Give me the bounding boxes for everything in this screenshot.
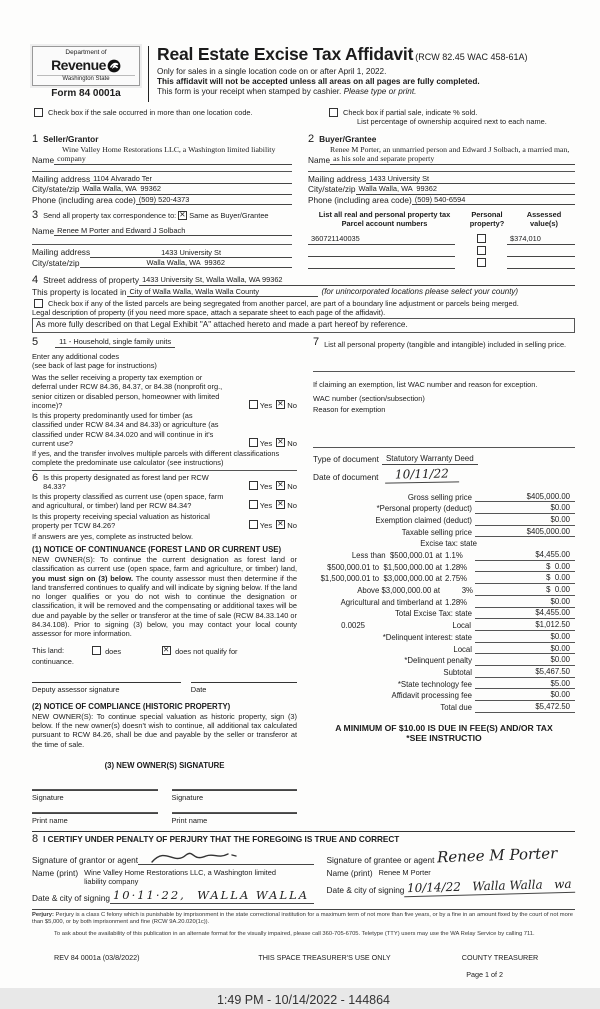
minimum-due-line2: *SEE INSTRUCTIO [406, 733, 482, 744]
q1-yes-label: Yes [259, 400, 273, 410]
parcel-number-field-2[interactable] [308, 248, 455, 257]
tax-label-15: Subtotal [443, 667, 472, 677]
q1-yes-checkbox[interactable] [249, 400, 258, 409]
form-header [32, 46, 575, 102]
type-of-document-field[interactable]: Statutory Warranty Deed [382, 454, 478, 465]
tax-amount-0[interactable]: $405,000.00 [475, 492, 575, 503]
grantor-name-print-label: Name (print) [32, 868, 79, 879]
partial-sale-sublabel: List percentage of ownership acquired next to each name. [357, 117, 547, 127]
q2-no-checkbox[interactable] [276, 438, 285, 447]
tax-label-11: 0.0025 [341, 621, 365, 631]
assessed-value-header2: value(s) [530, 219, 558, 229]
notice-continuance-body [32, 555, 297, 638]
tax-label-5: Less than $500,000.01 at [351, 551, 442, 561]
grantee-date-city-label: Date & city of signing [326, 885, 405, 896]
deputy-assessor-label: Deputy assessor signature [32, 684, 120, 694]
parcel-number-field[interactable]: 360721140035 [308, 234, 455, 244]
rev-number: REV 84 0001a (03/8/2022) [54, 953, 140, 963]
grantor-signature[interactable] [148, 848, 258, 866]
minimum-due-line1: A MINIMUM OF $10.00 IS DUE IN FEE(S) AND/OR TAX [335, 722, 553, 733]
seller-mailing-field[interactable]: 1104 Alvarado Ter [90, 174, 292, 184]
street-address-label: Street address of property [43, 275, 140, 286]
predominate-use-note2: complete the predominate use calculator (see instructions) [32, 458, 224, 468]
land-does-not-label: does not qualify for [175, 647, 238, 657]
treasurer-use-label: THIS SPACE TREASURER'S USE ONLY [258, 953, 391, 963]
q6a-yes-label: Yes [259, 481, 273, 491]
section-property-address [32, 275, 575, 333]
tax-label-17: Affidavit processing fee [391, 691, 472, 701]
tax-label-4: Excise tax: state [420, 539, 477, 549]
perjury-note [32, 912, 575, 928]
tax-label-18: Total due [440, 702, 472, 712]
section-seller [32, 134, 292, 206]
certify-statement: I CERTIFY UNDER PENALTY OF PERJURY THAT THE FOREGOING IS TRUE AND CORRECT [43, 834, 400, 844]
logo-dept-line: Department of [65, 49, 107, 56]
section-certification [32, 834, 575, 904]
deputy-date-label: Date [190, 684, 207, 694]
tax-label-9: Agricultural and timberland at [340, 597, 442, 607]
buyer-name-line1: Renee M Porter, an unmarried person and Edward J Solbach, a married man, [330, 144, 570, 154]
located-in-note: (for unincorporated locations please select your county) [321, 286, 519, 296]
tax-label-14: *Delinquent penalty [404, 656, 472, 666]
seller-mailing-label: Mailing address [32, 173, 91, 184]
county-treasurer-label: COUNTY TREASURER [461, 953, 539, 963]
q2-no-label: No [287, 438, 297, 448]
buyer-name-field[interactable]: as his sole and separate property [330, 154, 575, 165]
header-sub3-italic: Please type or print. [343, 87, 417, 96]
form-rcw: (RCW 82.45 WAC 458-61A) [415, 52, 528, 62]
corr-csz-label: City/state/zip [32, 257, 80, 268]
personal-property-checkbox-3[interactable] [477, 258, 486, 267]
logo-agency-name: Revenue [51, 57, 106, 74]
q6c-yes-label: Yes [259, 520, 273, 530]
exemption-note: If claiming an exemption, list WAC number and reason for exception. [313, 379, 538, 389]
buyer-name-label: Name [308, 154, 331, 165]
tax-label-6: $500,000.01 to $1,500,000.00 at [327, 562, 442, 572]
revenue-swirl-icon [107, 59, 121, 73]
q6a-yes-checkbox[interactable] [249, 481, 258, 490]
multi-location-label: Check box if the sale occurred in more than one location code. [48, 108, 253, 117]
seller-name-label: Name [32, 154, 55, 165]
question-current-use: Is this property classified as current use (open space, farm and agricultural, or timber) land per RCW 84.34? [32, 492, 224, 511]
q6c-yes-checkbox[interactable] [249, 520, 258, 529]
question-exemption-deferral: Was the seller receiving a property tax exemption or deferral under RCW 84.36, 84.37, or 84.38 (nonprofit org., senior citizen or disabled person, homeowner with limited income)? [32, 373, 223, 410]
same-as-buyer-label: Same as Buyer/Grantee [189, 210, 269, 220]
tax-amount-2[interactable]: $0.00 [475, 515, 575, 526]
tax-amount-11[interactable]: $1,012.50 [475, 620, 575, 631]
revenue-logo [32, 46, 140, 86]
personal-property-intro: List all personal property (tangible and intangible) included in selling price. [324, 339, 567, 349]
fax-timestamp: 1:49 PM - 10/14/2022 - 144864 [216, 993, 391, 1008]
predominate-use-note1: If yes, and the transfer involves multiple parcels with different classifications [32, 449, 280, 459]
q6b-no-checkbox[interactable] [276, 500, 285, 509]
buyer-mailing-field[interactable]: 1433 University St [366, 174, 575, 184]
q6b-yes-label: Yes [259, 501, 273, 511]
located-in-field[interactable]: City of Walla Walla, Walla Walla County [127, 287, 318, 297]
notice-continuance-bold: you must sign on (3) below. [32, 573, 134, 583]
tax-amount-10[interactable]: $4,455.00 [475, 608, 575, 619]
assessed-value-header1: Assessed [526, 210, 562, 220]
question-timber-agriculture: Is this property predominantly used for timber (as classified under RCW 84.34 and 84.33) or agriculture (as classified under RCW 84.34.020 and will continue in it's current use? [32, 411, 219, 448]
continuance-label: continuance. [32, 656, 74, 666]
land-does-label: does [105, 647, 122, 657]
section1-title: Seller/Grantor [43, 134, 99, 145]
segregated-label: Check box if any of the listed parcels are being segregated from another parcel, are part of a boundary line adjustment or parcels being merged. [48, 298, 519, 308]
date-of-document-field[interactable]: 10/11/22 [384, 466, 458, 483]
seller-phone-label: Phone (including area code) [32, 194, 136, 205]
legal-description-label: Legal description of property (if you need more space, attach a separate sheet to each page of the affidavit). [32, 308, 386, 318]
tax-amount-15[interactable]: $5,467.50 [475, 667, 575, 678]
section5-number: 5 [32, 335, 39, 348]
wac-number-label: WAC number (section/subsection) [313, 394, 425, 404]
tax-rate-9: 1.28% [445, 597, 468, 607]
tax-amount-14[interactable]: $0.00 [475, 655, 575, 666]
tax-label-2: Exemption claimed (deduct) [375, 515, 472, 525]
seller-name-field[interactable]: company [54, 154, 292, 165]
tax-label-0: Gross selling price [407, 492, 472, 502]
tax-amount-5[interactable]: $4,455.00 [475, 550, 575, 561]
section6-number: 6 [32, 471, 39, 484]
q6b-yes-checkbox[interactable] [249, 500, 258, 509]
section7-number: 7 [313, 335, 320, 348]
seller-csz-label: City/state/zip [32, 184, 80, 195]
question-historical-property: Is this property receiving special valuation as historical property per TCW 84.26? [32, 511, 210, 530]
tax-amount-7[interactable]: $ 0.00 [475, 573, 575, 584]
notice-compliance-title: (2) NOTICE OF COMPLIANCE (HISTORIC PROPERTY) [32, 702, 231, 712]
parcel-number-field-3[interactable] [308, 260, 455, 269]
seller-csz-field[interactable]: Walla Walla, WA 99362 [80, 184, 293, 194]
section-buyer [308, 134, 575, 206]
tax-label-7: $1,500,000.01 to $3,000,000.00 at [320, 574, 442, 584]
partial-sale-label: Check box if partial sale, indicate % sold. [343, 108, 478, 117]
corr-mailing-label: Mailing address [32, 247, 91, 258]
tax-amount-18[interactable]: $5,472.50 [475, 702, 575, 713]
tax-label-8: Above $3,000,000.00 at [357, 586, 440, 596]
grantee-name-print-label: Name (print) [326, 868, 373, 879]
parcel-header-line2: Parcel account numbers [341, 219, 428, 229]
grantee-name-print-field[interactable]: Renee M Porter [378, 868, 431, 878]
corr-mailing-field[interactable]: 1433 University St [90, 248, 292, 258]
print-name-line-1[interactable] [32, 812, 158, 814]
this-land-label: This land: [32, 646, 65, 656]
use-code-field[interactable]: 11 - Household, single family units [55, 337, 175, 347]
print-name-label-1: Print name [32, 815, 68, 825]
new-owner-signature-line-2[interactable] [172, 789, 298, 791]
notice-continuance-text1: NEW OWNER(S): To continue the current designation as forest land or classification as current use (open space, farm and agriculture, or timber) land, [32, 555, 297, 574]
partial-sale-checkbox[interactable] [329, 108, 338, 117]
buyer-mailing-label: Mailing address [308, 173, 367, 184]
new-owner-signature-title: (3) NEW OWNER(S) SIGNATURE [104, 760, 225, 770]
section2-number: 2 [308, 132, 315, 145]
personal-property-blank-line[interactable] [313, 371, 575, 372]
additional-codes-hint1: Enter any additional codes [32, 351, 120, 361]
tax-label-10: Total Excise Tax: state [395, 609, 472, 619]
parcel-table [308, 210, 575, 269]
perjury-bold: Perjury: [32, 911, 54, 918]
seller-phone-field[interactable]: (509) 520-4373 [136, 195, 292, 205]
q6a-no-checkbox[interactable] [276, 481, 285, 490]
tax-amount-1[interactable]: $0.00 [475, 503, 575, 514]
grantor-date-city-label: Date & city of signing [32, 893, 110, 904]
tax-label-13: Local [453, 644, 472, 654]
section-tax-correspondence [32, 210, 292, 269]
seller-name-line1: Wine Valley Home Restorations LLC, a Washington limited liability [62, 144, 276, 154]
q1-no-label: No [287, 400, 297, 410]
buyer-csz-label: City/state/zip [308, 184, 356, 195]
grantor-signature-label: Signature of grantor or agent [32, 854, 139, 865]
type-of-document-label: Type of document [313, 454, 379, 465]
section2-title: Buyer/Grantee [319, 134, 377, 145]
segregated-checkbox[interactable] [34, 299, 43, 308]
section8-number: 8 [32, 833, 39, 846]
tax-rate-8: 3% [461, 586, 473, 596]
tax-amount-3[interactable]: $405,000.00 [475, 527, 575, 538]
tax-amount-12[interactable]: $0.00 [475, 632, 575, 643]
section5-header [32, 337, 297, 348]
tty-note: To ask about the availability of this publication in an alternate format for the visually impaired, please call 360-705-6705. Teletype (TTY) users may use the WA Relay Service by calling 711. [54, 931, 535, 938]
q6c-no-checkbox[interactable] [276, 520, 285, 529]
tax-label-3: Taxable selling price [401, 527, 472, 537]
notice-continuance-text2: The county assessor must then determine if the land transferred continues to qualify and will indicate by signing below. If the land no longer qualifies or you do not wish to continue the designation or classification, it will be removed and the compensating or additional taxes will be due and payable by the seller or transferor at the time of sale (RCW 84.33.140 or 84.34.108). Prior to signing (3) below, you may contact your local county assessor for more information. [32, 573, 297, 639]
tax-rate-11: Local [452, 621, 471, 631]
corr-csz-field[interactable]: Walla Walla, WA 99362 [80, 258, 293, 268]
personal-property-checkbox-1[interactable] [477, 234, 486, 243]
assessed-value-field-2[interactable] [507, 248, 575, 257]
personal-property-header1: Personal [471, 210, 503, 220]
print-name-line-2[interactable] [172, 812, 298, 814]
q1-no-checkbox[interactable] [276, 400, 285, 409]
tax-amount-9[interactable]: $0.00 [475, 597, 575, 608]
q2-yes-label: Yes [259, 438, 273, 448]
print-name-label-2: Print name [171, 815, 208, 825]
street-address-field[interactable]: 1433 University St, Walla Walla, WA 99362 [139, 275, 410, 285]
corr-name-field[interactable]: Renee M Porter and Edward J Solbach [54, 226, 292, 236]
same-as-buyer-checkbox[interactable] [178, 211, 187, 220]
grantee-signature[interactable]: Renee M Porter [437, 844, 558, 867]
personal-property-checkbox-2[interactable] [477, 246, 486, 255]
tax-amount-16[interactable]: $5.00 [475, 679, 575, 690]
new-owner-signature-line-1[interactable] [32, 789, 158, 791]
page-indicator: Page 1 of 2 [466, 970, 503, 980]
buyer-csz-field[interactable]: Walla Walla, WA 99362 [356, 184, 576, 194]
tax-amount-17[interactable]: $0.00 [475, 690, 575, 701]
corr-name-label: Name [32, 226, 55, 237]
perjury-text: Perjury is a class C felony which is punishable by imprisonment in the state correctional institution for a maximum term of not more than five years, or by a fine in an amount fixed by the court of not more than $5,000, or by both imprisonment and fine (RCW 9A.20.020(1c)). [32, 911, 573, 926]
q6c-no-label: No [287, 520, 297, 530]
assessed-value-field[interactable]: $374,010 [507, 234, 575, 244]
logo-state-line: Washington State [37, 75, 135, 84]
notice-continuance-title: (1) NOTICE OF CONTINUANCE (FOREST LAND OR CURRENT USE) [32, 545, 282, 555]
tax-amount-8[interactable]: $ 0.00 [475, 585, 575, 596]
signature-label-1: Signature [32, 792, 64, 802]
q2-yes-checkbox[interactable] [249, 438, 258, 447]
section1-number: 1 [32, 132, 39, 145]
tax-label-12: *Delinquent interest: state [382, 632, 472, 642]
q6b-no-label: No [287, 501, 297, 511]
header-sub1: Only for sales in a single location code on or after April 1, 2022. [157, 66, 387, 76]
section3-number: 3 [32, 209, 39, 222]
buyer-phone-field[interactable]: (509) 540-6594 [412, 195, 575, 205]
assessed-value-field-3[interactable] [507, 260, 575, 269]
exemption-blank-line[interactable] [313, 447, 575, 448]
date-of-document-label: Date of document [313, 472, 379, 483]
header-sub2: This affidavit will not be accepted unless all areas on all pages are fully completed. [157, 76, 480, 86]
form-number: Form 84 0001a [51, 88, 121, 100]
land-does-checkbox[interactable] [92, 646, 101, 655]
tax-amount-13[interactable]: $0.00 [475, 644, 575, 655]
tax-rate-6: 1.28% [445, 562, 468, 572]
question-forest-land: Is this property designated as forest land per RCW 84.33? [43, 472, 209, 491]
tax-label-1: *Personal property (deduct) [376, 504, 472, 514]
grantee-signature-label: Signature of grantee or agent [326, 854, 435, 865]
q6a-no-label: No [287, 481, 297, 491]
tax-amount-6[interactable]: $ 0.00 [475, 562, 575, 573]
reason-exemption-label: Reason for exemption [313, 405, 386, 415]
if-answers-yes-note: If answers are yes, complete as instructed below. [32, 532, 194, 542]
grantor-date-city-field[interactable]: 10·11·22, WALLA WALLA [110, 888, 315, 903]
form-title: Real Estate Excise Tax Affidavit [157, 44, 414, 64]
correspondence-label: Send all property tax correspondence to: [43, 210, 177, 220]
grantor-name-print-field[interactable]: Wine Valley Home Restorations LLC, a Washington limited liability company [84, 868, 276, 887]
notice-compliance-body: NEW OWNER(S): To continue special valuation as historic property, sign (3) below. If the new owner(s) doesn't wish to continue, all additional tax calculated pursuant to RCW 84.26, shall be due and payable by the seller or transferor at the time of sale. [32, 711, 297, 749]
excise-tax-table [313, 491, 575, 713]
multi-location-checkbox[interactable] [34, 108, 43, 117]
legal-description-box[interactable]: As more fully described on that Legal Exhibit "A" attached hereto and made a part hereof by reference. [32, 318, 575, 332]
tax-label-16: *State technology fee [397, 679, 472, 689]
additional-codes-hint2: (see back of last page for instructions) [32, 360, 157, 370]
parcel-header-line1: List all real and personal property tax [318, 210, 451, 220]
tax-rate-5: 1.1% [445, 551, 463, 561]
grantee-date-city-field[interactable]: 10/14/22 Walla Walla wa [404, 877, 575, 897]
section4-number: 4 [32, 273, 39, 286]
personal-property-header2: property? [469, 219, 505, 229]
land-does-not-checkbox[interactable] [162, 646, 171, 655]
header-sub3: This form is your receipt when stamped by cashier. [157, 87, 344, 96]
signature-label-2: Signature [171, 792, 204, 802]
located-in-label: This property is located in [32, 286, 127, 297]
tax-rate-7: 2.75% [445, 574, 468, 584]
buyer-phone-label: Phone (including area code) [308, 194, 412, 205]
